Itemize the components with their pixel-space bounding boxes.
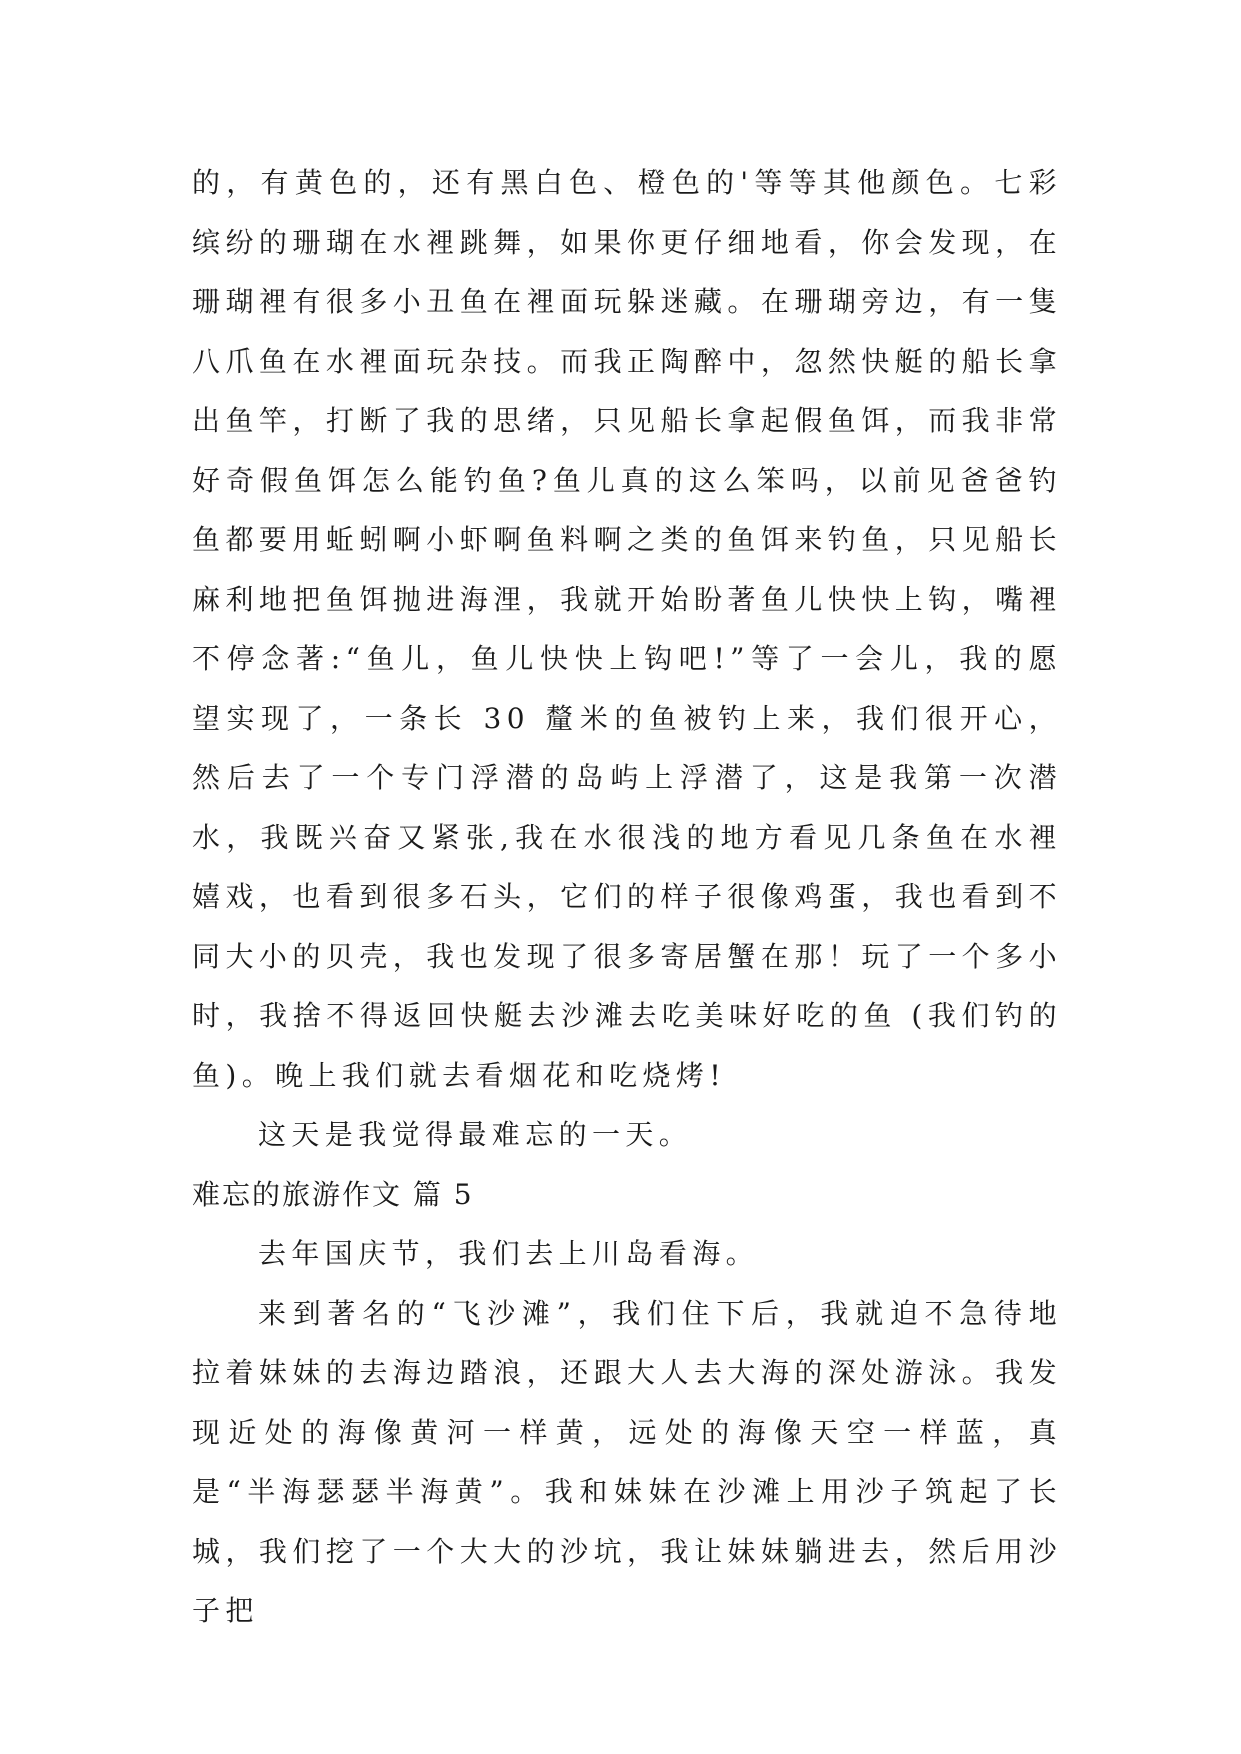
paragraph-3: 去年国庆节，我们去上川岛看海。 — [258, 1237, 760, 1270]
paragraph-2: 这天是我觉得最难忘的一天。 — [258, 1118, 693, 1151]
document-body — [192, 153, 1062, 1641]
paragraph-4: 来到著名的“飞沙滩”，我们住下后，我就迫不急待地拉着妹妹的去海边踏浪，还跟大人去大海的深处游泳。我发现近处的海像黄河一样黄，远处的海像天空一样蓝，真是“半海瑟瑟半海黄”。我和妹妹在沙滩上用沙子筑起了长城，我们挖了一个大大的沙坑，我让妹妹躺进去，然后用沙子把 — [192, 1296, 1062, 1627]
paragraph-1: 的，有黄色的，还有黑白色、橙色的'等等其他颜色。七彩缤纷的珊瑚在水裡跳舞，如果你更仔细地看，你会发现，在珊瑚裡有很多小丑鱼在裡面玩躲迷藏。在珊瑚旁边，有一隻八爪鱼在水裡面玩杂技。而我正陶醉中，忽然快艇的船长拿出鱼竿，打断了我的思绪，只见船长拿起假鱼饵，而我非常好奇假鱼饵怎么能钓鱼?鱼儿真的这么笨吗，以前见爸爸钓鱼都要用蚯蚓啊小虾啊鱼料啊之类的鱼饵来钓鱼，只见船长麻利地把鱼饵抛进海浬，我就开始盼著鱼儿快快上钩，嘴裡不停念著:“鱼儿，鱼儿快快上钩吧!”等了一会儿，我的愿望实现了，一条长 30 釐米的鱼被钓上来，我们很开心，然后去了一个专门浮潜的岛屿上浮潜了，这是我第一次潜水，我既兴奋又紧张,我在水很浅的地方看见几条鱼在水裡嬉戏，也看到很多石头，它们的样子很像鸡蛋，我也看到不同大小的贝壳，我也发现了很多寄居蟹在那！玩了一个多小时，我捨不得返回快艇去沙滩去吃美味好吃的鱼 (我们钓的鱼)。晚上我们就去看烟花和吃烧烤! — [192, 166, 1062, 1092]
section-title: 难忘的旅游作文 篇 5 — [192, 1177, 474, 1211]
